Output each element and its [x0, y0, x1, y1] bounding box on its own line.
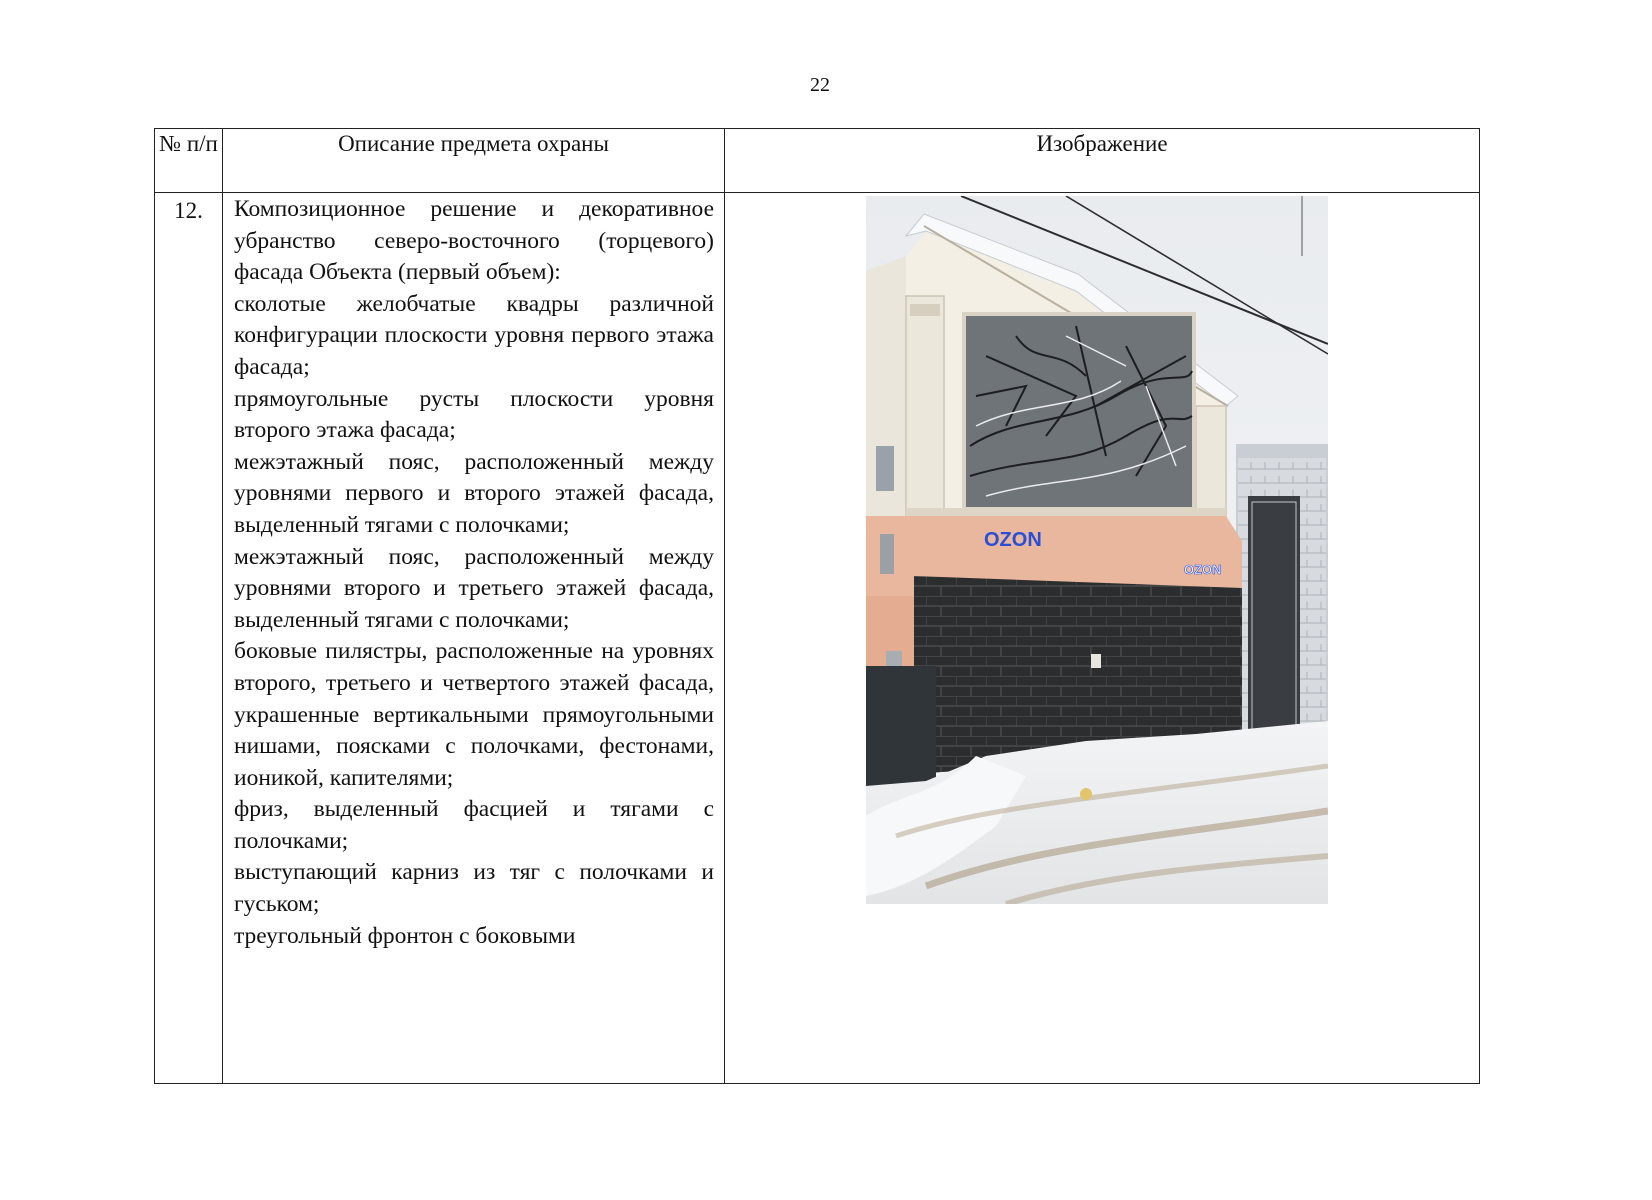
row-number: 12. [155, 193, 223, 1084]
ozon-sign-small: OZON [1184, 562, 1222, 577]
row-description [223, 193, 725, 1084]
description-paragraph: фриз, выделенный фасцией и тягами с полочками; [234, 796, 714, 854]
header-image: Изображение [725, 129, 1480, 193]
header-number: № п/п [155, 129, 223, 193]
description-paragraph: выступающий карниз из тяг с полочками и гуськом; [234, 859, 714, 918]
header-description: Описание предмета охраны [223, 129, 725, 193]
description-paragraph: межэтажный пояс, расположенный между уровнями первого и второго этажей фасада, выделенный тягами с полочками; [234, 448, 714, 538]
description-paragraph: Композиционное решение и декоративное убранство северо-восточного (торцевого) фасада Объекта (первый объем): [234, 196, 714, 286]
heritage-table [154, 128, 1480, 1084]
description-paragraph: прямоугольные русты плоскости уровня второго этажа фасада; [234, 385, 714, 444]
ozon-sign-large: OZON [984, 529, 1042, 551]
row-image-cell [725, 193, 1480, 1084]
table-row [155, 193, 1480, 1084]
description-paragraph: треугольный фронтон с боковыми [234, 922, 576, 949]
page-number: 22 [810, 74, 830, 96]
table-header-row [155, 129, 1480, 193]
facade-photo [866, 196, 1328, 904]
description-paragraph: сколотые желобчатые квадры различной конфигурации плоскости уровня первого этажа фасада; [234, 290, 714, 380]
description-paragraph: боковые пилястры, расположенные на уровнях второго, третьего и четвертого этажей фасада, украшенные вертикальными прямоугольными нишами, поясками с полочками, фестонами, ионикой, капителями; [234, 638, 714, 791]
description-paragraph: межэтажный пояс, расположенный между уровнями второго и третьего этажей фасада, выделенный тягами с полочками; [234, 543, 714, 633]
